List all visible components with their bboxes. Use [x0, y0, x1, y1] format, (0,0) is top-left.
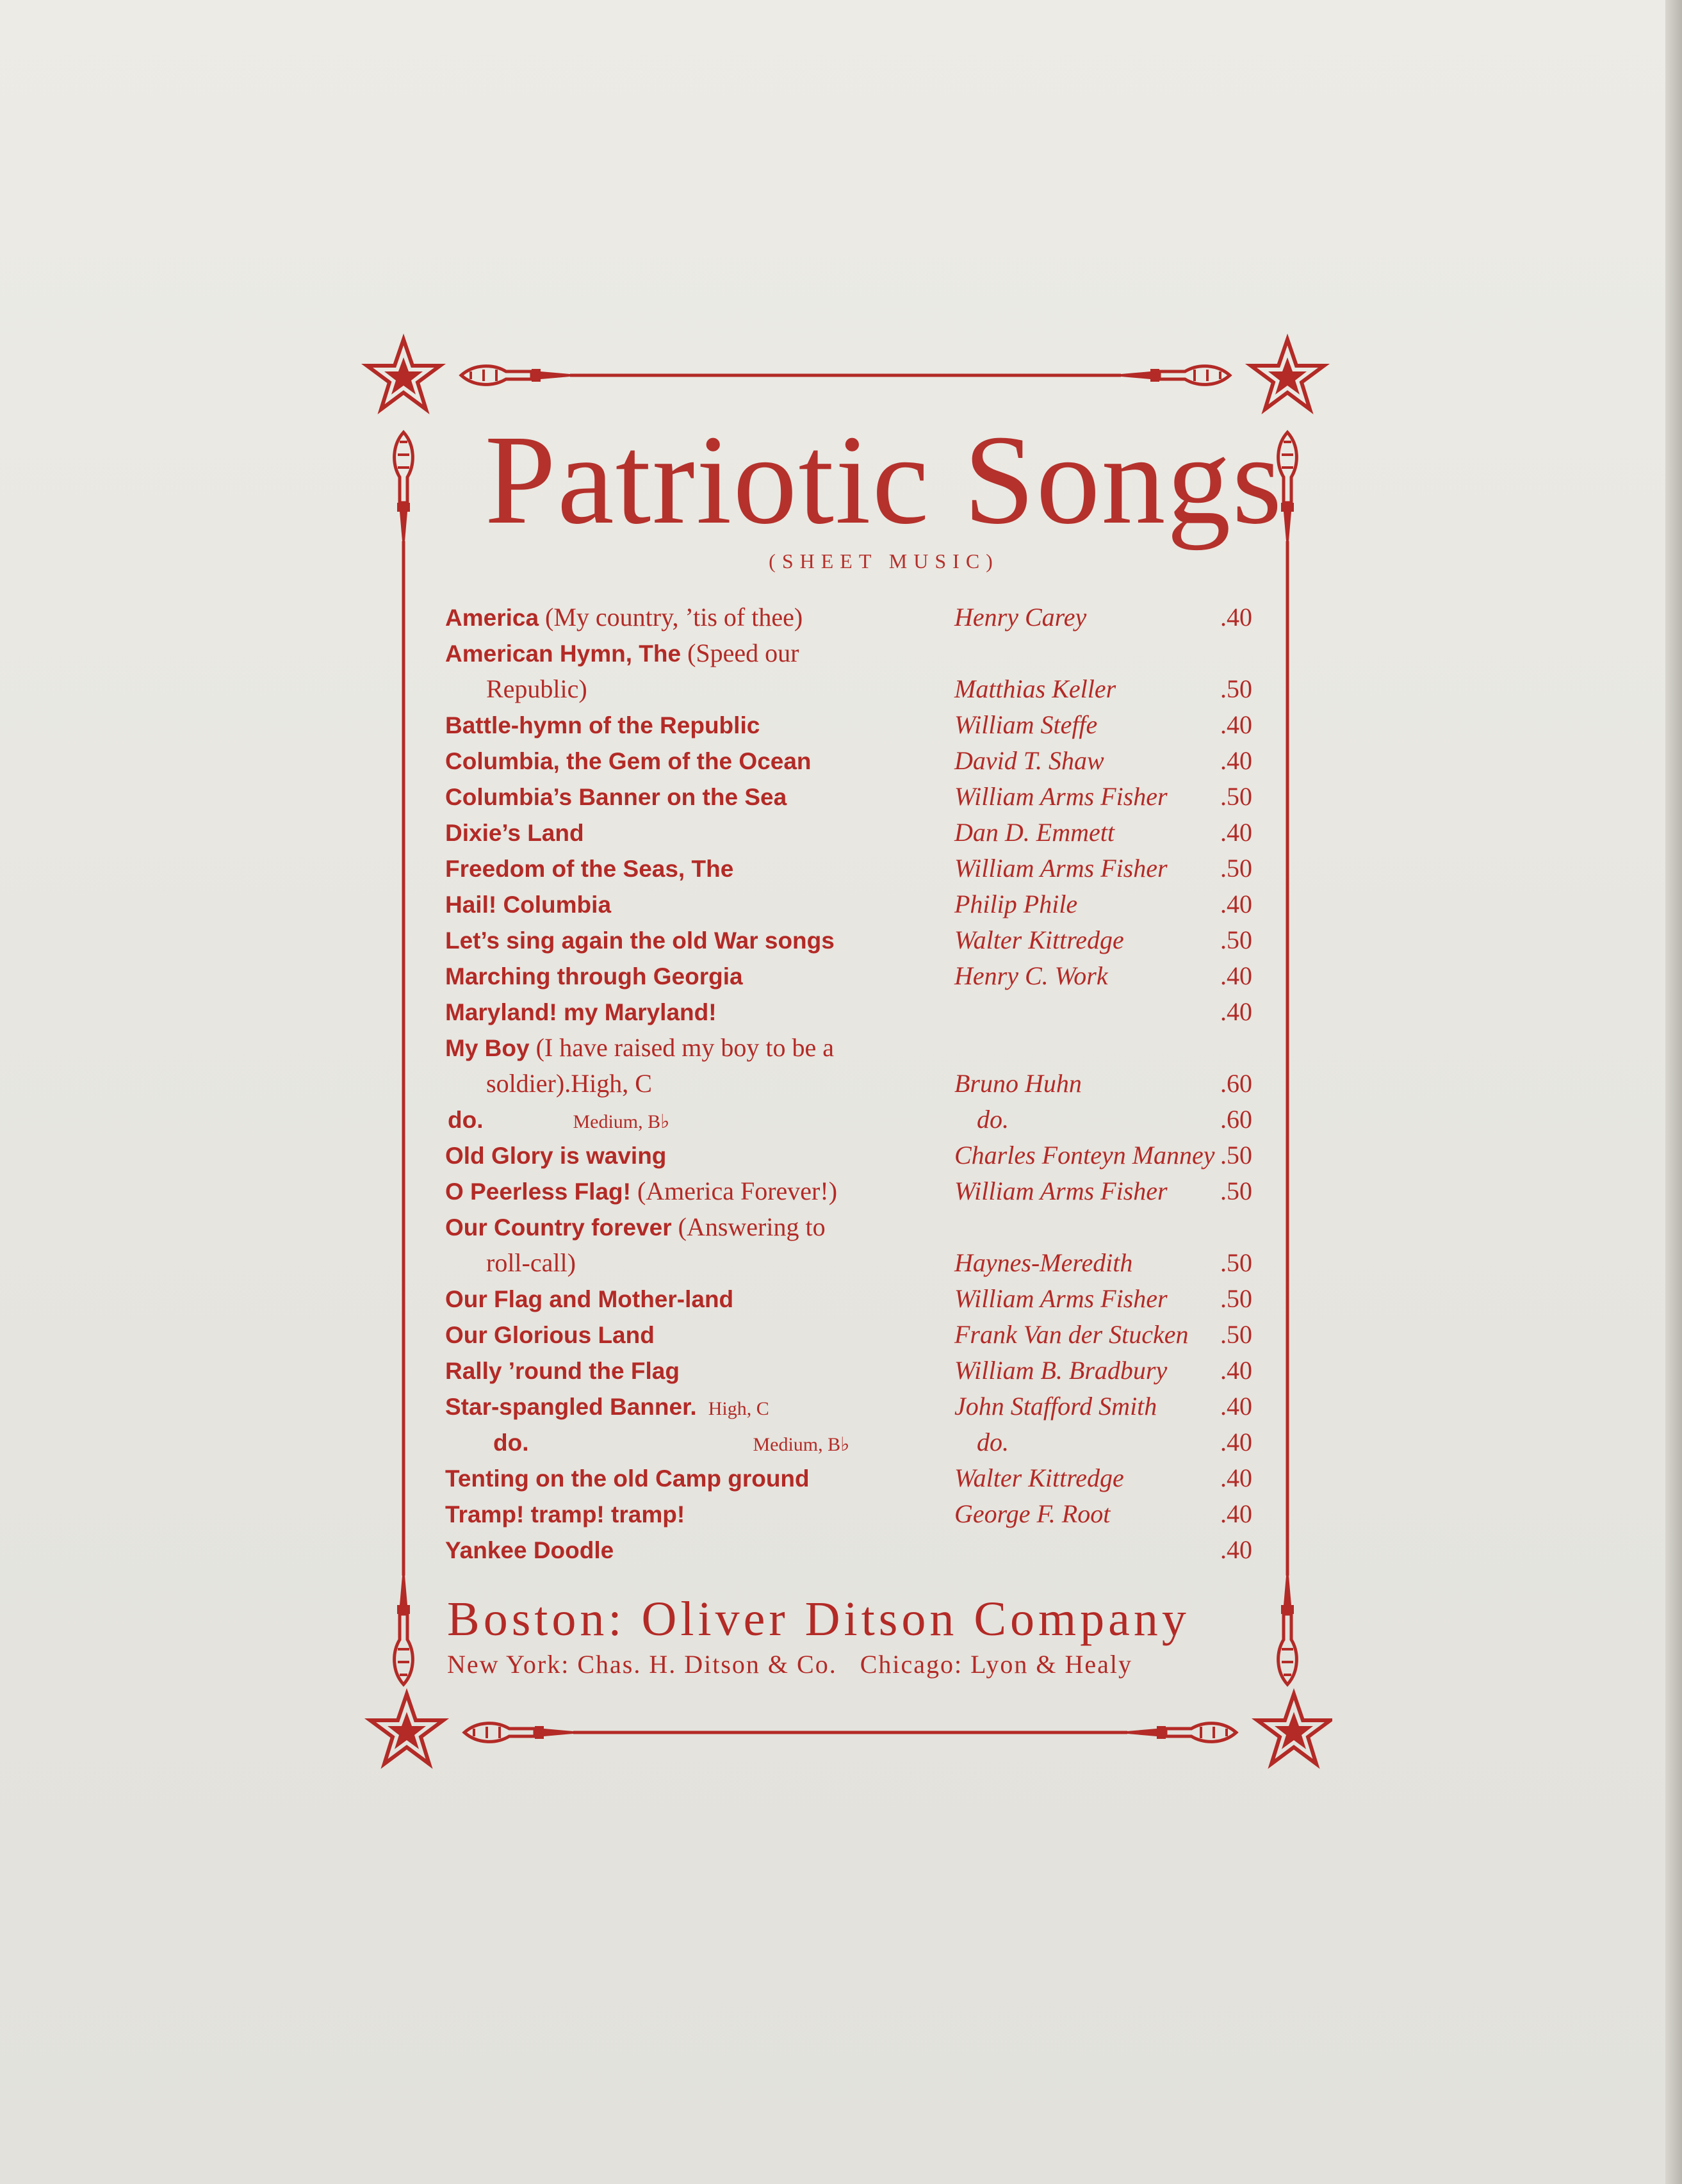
list-item — [445, 1427, 1252, 1463]
song-composer: John Stafford Smith — [954, 1392, 1157, 1421]
list-item — [445, 1284, 1252, 1319]
list-item — [445, 889, 1252, 925]
song-price: .60 — [1220, 1069, 1252, 1098]
list-item-continuation — [445, 1248, 1252, 1284]
song-composer: William Arms Fisher — [954, 854, 1168, 883]
song-title: Battle-hymn of the Republic — [445, 712, 760, 738]
song-title: Dixie’s Land — [445, 820, 584, 846]
song-price: .50 — [1220, 925, 1252, 954]
song-price: .40 — [1220, 818, 1252, 847]
list-item — [445, 961, 1252, 997]
song-note-continuation: roll-call) — [486, 1248, 576, 1277]
list-item — [445, 602, 1252, 638]
song-price: .40 — [1220, 1428, 1252, 1456]
song-title: Marching through Georgia — [445, 963, 743, 990]
song-composer: Walter Kittredge — [954, 1463, 1124, 1492]
list-item — [445, 710, 1252, 746]
song-title: Columbia, the Gem of the Ocean — [445, 748, 812, 774]
song-price: .50 — [1220, 1284, 1252, 1313]
song-composer: Dan D. Emmett — [954, 818, 1115, 847]
list-item — [445, 1140, 1252, 1176]
song-price: .40 — [1220, 961, 1252, 990]
song-title: Yankee Doodle — [445, 1537, 614, 1563]
paper-edge — [1665, 0, 1682, 2184]
song-composer: Walter Kittredge — [954, 925, 1124, 954]
song-note: (America Forever!) — [637, 1177, 838, 1205]
page-subtitle: (SHEET MUSIC) — [769, 550, 999, 573]
song-composer: Matthias Keller — [954, 674, 1116, 703]
song-composer: Bruno Huhn — [954, 1069, 1082, 1098]
list-item — [445, 746, 1252, 781]
song-note: (Answering to — [678, 1212, 826, 1241]
list-item — [445, 638, 1252, 674]
torch-icon — [461, 366, 570, 385]
list-item — [445, 1463, 1252, 1499]
song-price: .50 — [1220, 1177, 1252, 1205]
song-composer: William B. Bradbury — [954, 1356, 1168, 1385]
list-item — [445, 817, 1252, 853]
list-item — [445, 1104, 1252, 1140]
song-note: (My country, ’tis of thee) — [545, 603, 803, 632]
song-price: .50 — [1220, 782, 1252, 811]
song-price: .40 — [1220, 1499, 1252, 1528]
song-title: My Boy — [445, 1035, 530, 1061]
song-title: O Peerless Flag! — [445, 1178, 631, 1205]
torch-icon — [1127, 1724, 1236, 1742]
list-item — [445, 1355, 1252, 1391]
song-voice: Medium, B♭ — [753, 1434, 850, 1455]
song-price: .50 — [1220, 1320, 1252, 1349]
list-item — [445, 1535, 1252, 1570]
publisher-branches: New York: Chas. H. Ditson & Co. Chicago: Lyon & Healy — [447, 1650, 1132, 1679]
list-item — [445, 1032, 1252, 1068]
song-composer: William Arms Fisher — [954, 1177, 1168, 1205]
song-price: .50 — [1220, 1248, 1252, 1277]
list-item — [445, 1499, 1252, 1535]
song-title: do. — [493, 1430, 529, 1456]
song-price: .40 — [1220, 710, 1252, 739]
song-price: .40 — [1220, 1392, 1252, 1421]
song-composer: George F. Root — [954, 1499, 1111, 1528]
song-note: (Speed our — [687, 639, 799, 667]
torch-icon — [395, 1576, 413, 1684]
star-icon — [370, 1694, 443, 1764]
song-price: .40 — [1220, 603, 1252, 632]
torch-icon — [1278, 1576, 1297, 1684]
list-item — [445, 997, 1252, 1032]
list-item — [445, 1319, 1252, 1355]
song-title: Tramp! tramp! tramp! — [445, 1501, 685, 1528]
song-price: .60 — [1220, 1105, 1252, 1134]
torch-icon — [395, 432, 413, 541]
song-title: Star-spangled Banner. — [445, 1394, 697, 1420]
song-composer: Henry Carey — [954, 603, 1087, 632]
list-item — [445, 1176, 1252, 1212]
song-composer: William Arms Fisher — [954, 782, 1168, 811]
song-title: American Hymn, The — [445, 640, 682, 667]
song-voice: Medium, B♭ — [573, 1111, 670, 1132]
song-price: .40 — [1220, 1535, 1252, 1564]
song-title: America — [445, 605, 539, 631]
song-note-continuation: Republic) — [486, 674, 587, 703]
publisher-main: Boston: Oliver Ditson Company — [447, 1592, 1190, 1646]
song-voice: High, C — [708, 1398, 769, 1419]
torch-icon — [1121, 366, 1230, 385]
star-icon — [367, 339, 440, 409]
song-title: Old Glory is waving — [445, 1143, 667, 1169]
song-title: Freedom of the Seas, The — [445, 856, 734, 882]
song-title: Maryland! my Maryland! — [445, 999, 717, 1025]
song-composer: Henry C. Work — [954, 961, 1108, 990]
song-note: (I have raised my boy to be a — [535, 1033, 834, 1062]
song-title: Hail! Columbia — [445, 892, 612, 918]
star-icon — [1257, 1694, 1330, 1764]
torch-icon — [464, 1724, 573, 1742]
song-price: .50 — [1220, 674, 1252, 703]
star-icon — [1251, 339, 1324, 409]
song-title: Columbia’s Banner on the Sea — [445, 784, 787, 810]
song-title: Let’s sing again the old War songs — [445, 927, 835, 954]
song-price: .40 — [1220, 997, 1252, 1026]
list-item — [445, 925, 1252, 961]
song-voice: High, C — [571, 1069, 652, 1098]
song-composer: William Arms Fisher — [954, 1284, 1168, 1313]
decorative-frame — [359, 333, 1332, 1781]
song-price: .40 — [1220, 890, 1252, 918]
song-title: Rally ’round the Flag — [445, 1358, 680, 1384]
song-composer: Haynes-Meredith — [954, 1248, 1133, 1277]
song-note-continuation: soldier). — [486, 1069, 571, 1098]
song-title: do. — [448, 1107, 484, 1133]
song-composer: do. — [977, 1105, 1009, 1134]
song-price: .40 — [1220, 1463, 1252, 1492]
song-title: Our Glorious Land — [445, 1322, 655, 1348]
song-composer: William Steffe — [954, 710, 1098, 739]
list-item-continuation — [445, 1068, 1252, 1104]
song-title: Our Flag and Mother-land — [445, 1286, 734, 1312]
song-composer: Frank Van der Stucken — [954, 1320, 1189, 1349]
list-item — [445, 1212, 1252, 1248]
song-title: Tenting on the old Camp ground — [445, 1465, 810, 1492]
song-price: .50 — [1220, 1141, 1252, 1169]
song-title: Our Country forever — [445, 1214, 672, 1241]
song-composer: Charles Fonteyn Manney — [954, 1141, 1215, 1169]
list-item — [445, 781, 1252, 817]
song-price: .40 — [1220, 746, 1252, 775]
song-price: .50 — [1220, 854, 1252, 883]
list-item — [445, 853, 1252, 889]
song-price: .40 — [1220, 1356, 1252, 1385]
song-composer: David T. Shaw — [954, 746, 1104, 775]
song-composer: do. — [977, 1428, 1009, 1456]
page-title: Patriotic Songs — [484, 409, 1284, 551]
list-item — [445, 1391, 1252, 1427]
song-composer: Philip Phile — [954, 890, 1078, 918]
list-item-continuation — [445, 674, 1252, 710]
